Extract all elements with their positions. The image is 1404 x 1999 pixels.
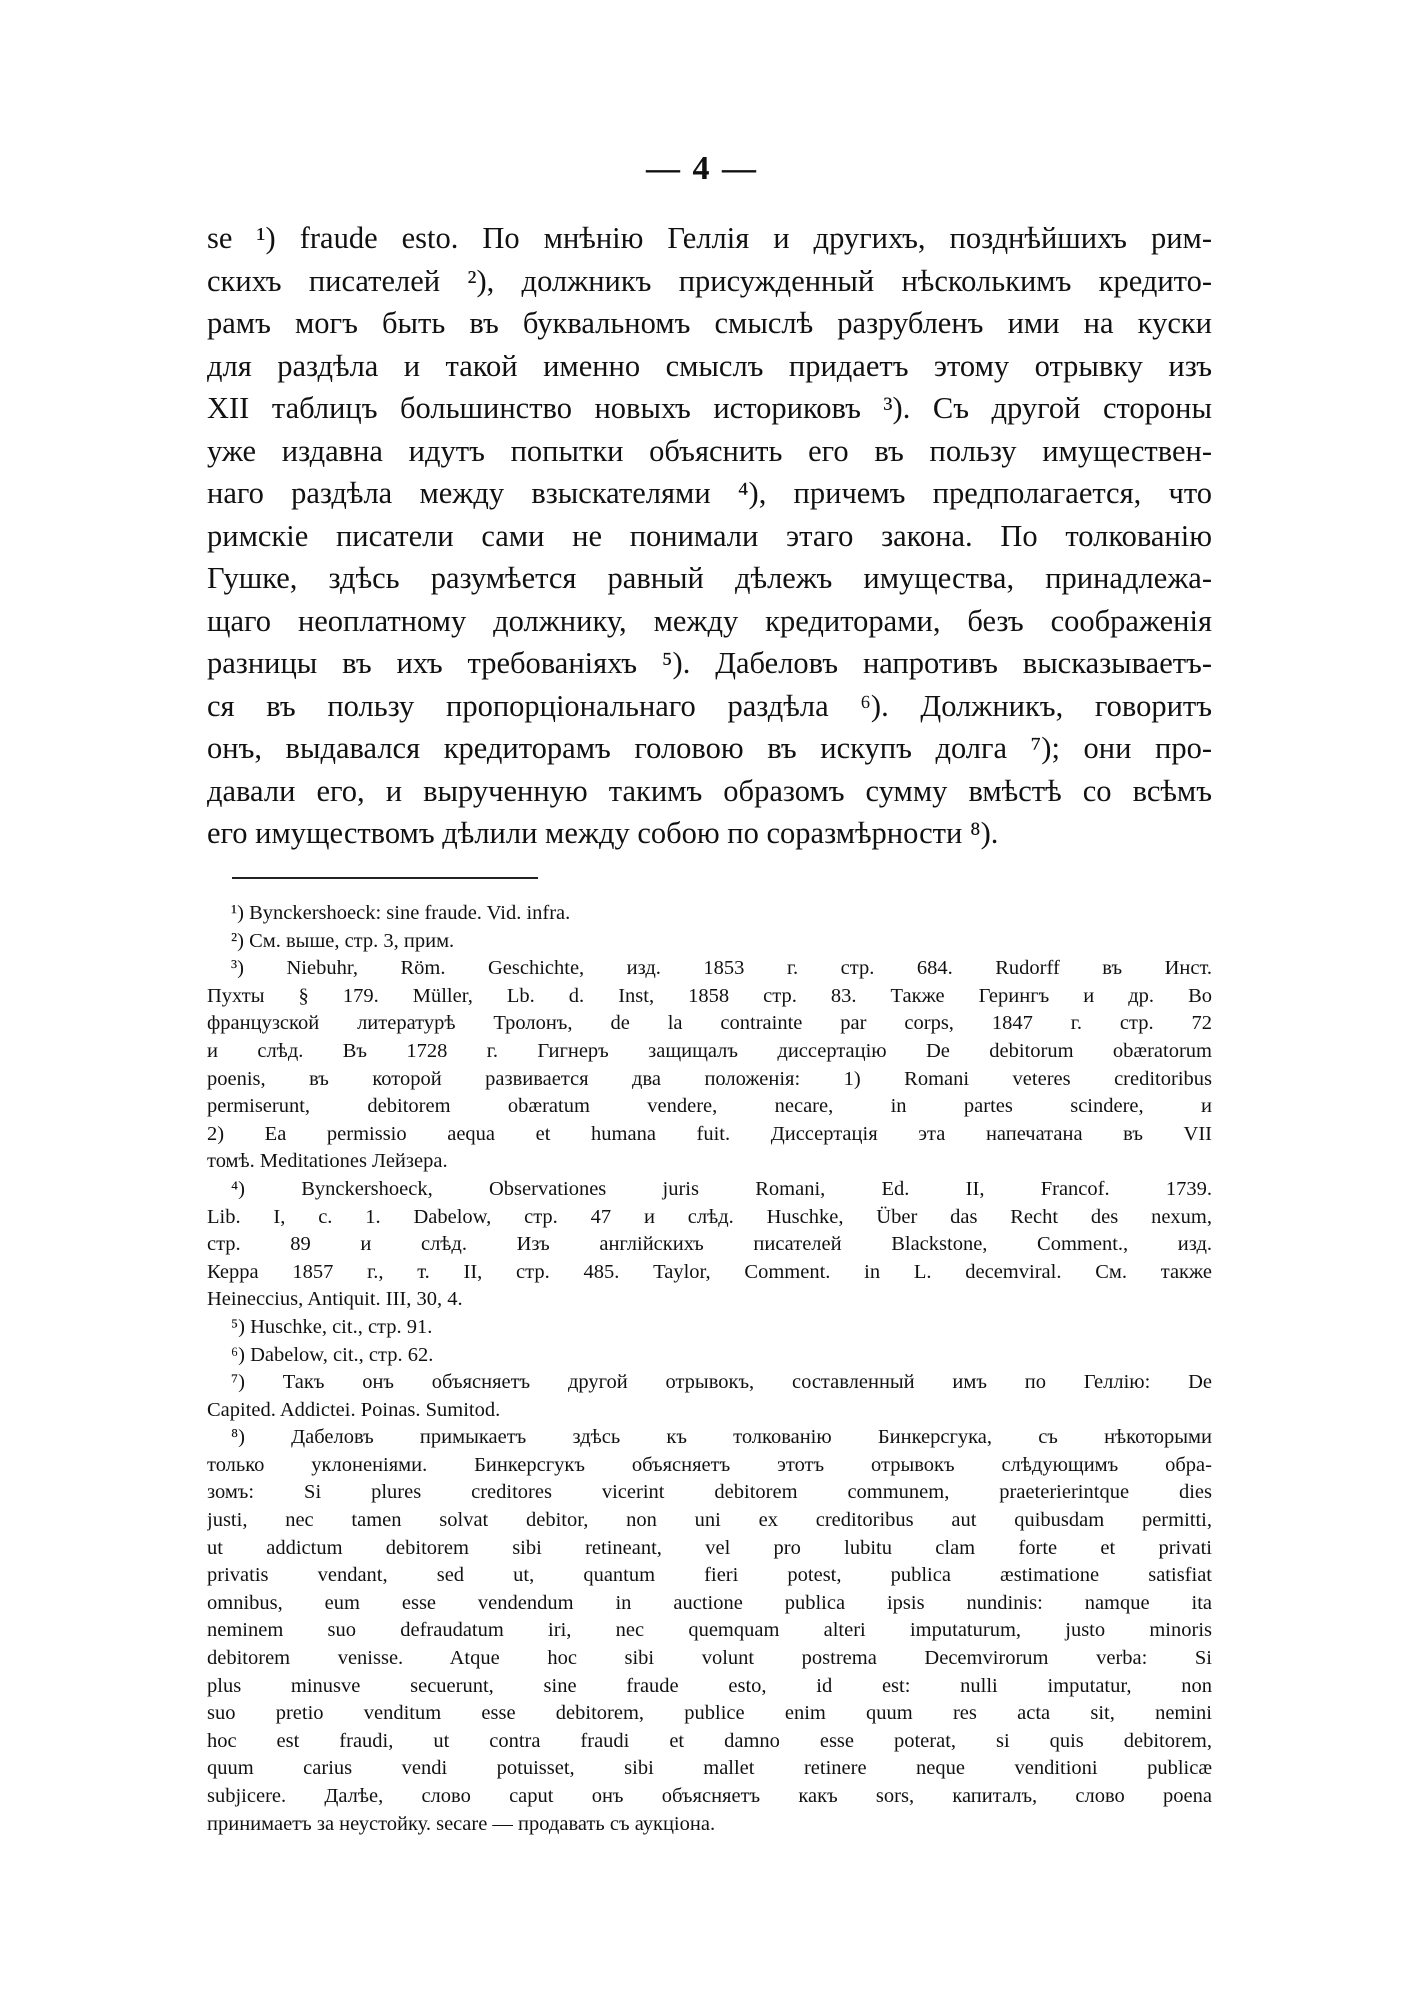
footnote-line: neminem suo defraudatum iri, nec quemquam alteri imputaturum, justo minoris: [207, 1619, 1212, 1642]
body-text-line: скихъ писателей ²), должникъ присужденный нѣсколькимъ кредито-: [207, 263, 1212, 298]
footnote-line: justi, nec tamen solvat debitor, non uni ex creditoribus aut quibusdam permitti,: [207, 1509, 1212, 1532]
footnote-line: и слѣд. Въ 1728 г. Гигнеръ защищалъ диссертацію De debitorum obæratorum: [207, 1039, 1212, 1062]
body-text-line: щаго неоплатному должнику, между кредиторами, безъ соображенія: [207, 603, 1212, 638]
body-text-line: наго раздѣла между взыскателями ⁴), причемъ предполагается, что: [207, 476, 1212, 510]
body-text-line: Гушке, здѣсь разумѣется равный дѣлежъ имущества, принадлежа-: [207, 561, 1212, 595]
footnote-line: принимаетъ за неустойку. secare — продавать съ аукціона.: [207, 1812, 716, 1835]
footnote-line: только уклоненіями. Бинкерсгукъ объясняетъ этотъ отрывокъ слѣдующимъ обра-: [207, 1453, 1212, 1476]
body-text-line: XII таблицъ большинство новыхъ историковъ ³). Съ другой стороны: [207, 391, 1212, 425]
footnote-line: ⁵) Huschke, cit., стр. 91.: [231, 1315, 433, 1338]
footnote-line: французской литературѣ Тролонъ, de la contrainte par corps, 1847 г. стр. 72: [207, 1012, 1212, 1035]
footnote-line: poenis, въ которой развивается два положенія: 1) Romani veteres creditoribus: [207, 1067, 1212, 1090]
footnote-line: Пухты § 179. Müller, Lb. d. Inst, 1858 стр. 83. Также Герингъ и др. Во: [207, 984, 1212, 1007]
footnote-line: Capited. Addictei. Poinas. Sumitod.: [207, 1398, 501, 1421]
main-text-body: [207, 217, 1212, 855]
footnote-line: privatis vendant, sed ut, quantum fieri potest, publica æstimatione satisfiat: [207, 1564, 1212, 1587]
footnote-line: permiserunt, debitorem obæratum vendere, necare, in partes scindere, и: [207, 1095, 1212, 1118]
footnote-line: Керра 1857 г., т. II, стр. 485. Taylor, Comment. in L. decemviral. См. также: [207, 1260, 1212, 1283]
body-text-line: давали его, и вырученную такимъ образомъ сумму вмѣстѣ со всѣмъ: [207, 773, 1212, 808]
footnote-line: 2) Ea permissio aequa et humana fuit. Диссертація эта напечатана въ VII: [207, 1122, 1212, 1145]
body-text-line: разницы въ ихъ требованіяхъ ⁵). Дабеловъ напротивъ высказываетъ-: [207, 646, 1212, 680]
footnote-line: Heineccius, Antiquit. III, 30, 4.: [207, 1288, 463, 1311]
footnote-line: ⁷) Такъ онъ объясняетъ другой отрывокъ, составленный имъ по Геллію: De: [231, 1371, 1212, 1394]
body-text-line: рамъ могъ быть въ буквальномъ смыслѣ разрубленъ ими на куски: [207, 306, 1212, 340]
footnote-line: стр. 89 и слѣд. Изъ англійскихъ писателей Blackstone, Comment., изд.: [207, 1233, 1212, 1256]
footnote-line: hoc est fraudi, ut contra fraudi et damno esse poterat, si quis debitorem,: [207, 1729, 1212, 1752]
footnote-line: ⁶) Dabelow, cit., стр. 62.: [231, 1343, 434, 1366]
page-number: — 4 —: [646, 150, 758, 187]
footnote-line: зомъ: Si plures creditores vicerint debitorem communem, praeterierintque dies: [207, 1481, 1212, 1504]
footnote-line: quum carius vendi potuisset, sibi mallet retinere neque venditioni publicæ: [207, 1757, 1212, 1780]
body-text-line: ся въ пользу пропорціональнаго раздѣла ⁶). Должникъ, говоритъ: [207, 688, 1212, 723]
footnote-line: ³) Niebuhr, Röm. Geschichte, изд. 1853 г. стр. 684. Rudorff въ Инст.: [231, 957, 1212, 980]
footnote-line: томѣ. Meditationes Лейзера.: [207, 1150, 448, 1173]
body-text-line: se ¹) fraude esto. По мнѣнію Геллія и другихъ, позднѣйшихъ рим-: [207, 221, 1212, 255]
footnote-line: ut addictum debitorem sibi retineant, vel pro lubitu clam forte et privati: [207, 1536, 1212, 1559]
footnote-line: ²) См. выше, стр. 3, прим.: [231, 929, 455, 952]
body-text-line: онъ, выдавался кредиторамъ головою въ искупъ долга ⁷); они про-: [207, 731, 1212, 765]
footnotes-section: [207, 900, 1212, 1838]
footnote-line: plus minusve secuerunt, sine fraude esto, id est: nulli imputatur, non: [207, 1674, 1212, 1697]
body-text-line: для раздѣла и такой именно смыслъ придаетъ этому отрывку изъ: [207, 348, 1212, 383]
footnote-line: suo pretio venditum esse debitorem, publice enim quum res acta sit, nemini: [207, 1702, 1212, 1725]
footnote-line: ¹) Bynckershoeck: sine fraude. Vid. infra.: [231, 902, 571, 924]
footnote-line: debitorem venisse. Atque hoc sibi volunt postrema Decemvirorum verba: Si: [207, 1647, 1212, 1670]
footnote-divider: [232, 877, 538, 879]
footnote-line: omnibus, eum esse vendendum in auctione publica ipsis nundinis: namque ita: [207, 1591, 1212, 1614]
footnote-line: subjicere. Далѣе, слово caput онъ объясняетъ какъ sors, капиталъ, слово poena: [207, 1785, 1212, 1807]
body-text-line: его имуществомъ дѣлили между собою по соразмѣрности ⁸).: [207, 816, 999, 850]
footnote-line: ⁸) Дабеловъ примыкаетъ здѣсь къ толкованію Бинкерсгука, съ нѣкоторыми: [231, 1426, 1212, 1449]
body-text-line: уже издавна идутъ попытки объяснить его въ пользу имуществен-: [207, 433, 1212, 468]
footnote-line: ⁴) Bynckershoeck, Observationes juris Romani, Ed. II, Francof. 1739.: [231, 1177, 1212, 1200]
body-text-line: римскіе писатели сами не понимали этаго закона. По толкованію: [207, 518, 1212, 553]
footnote-line: Lib. I, c. 1. Dabelow, стр. 47 и слѣд. Huschke, Über das Recht des nexum,: [207, 1205, 1212, 1228]
